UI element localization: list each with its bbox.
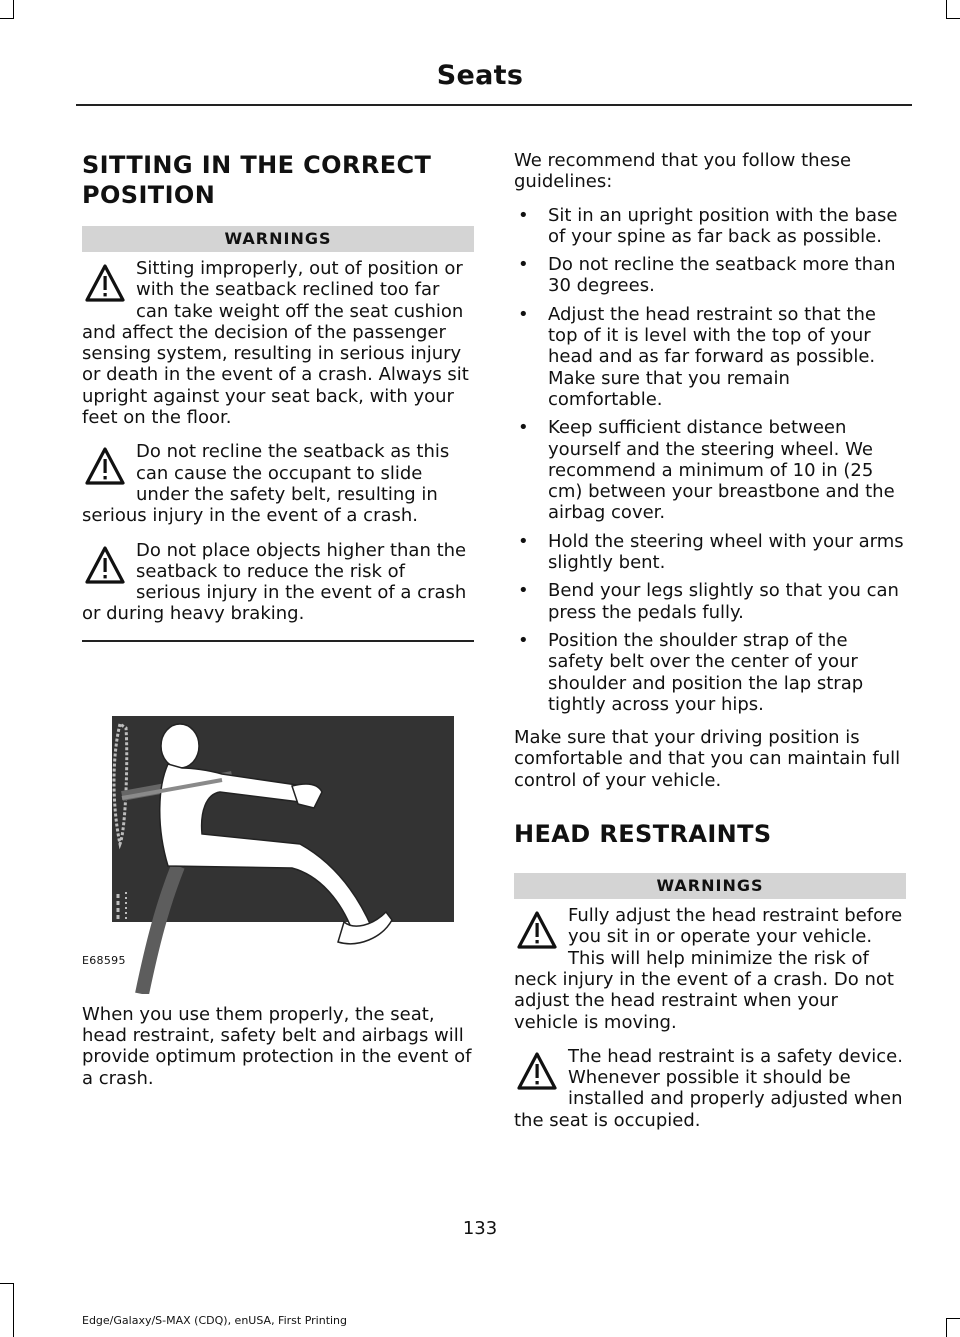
warning-item [514,905,906,1033]
list-item [514,580,906,623]
page-header-title: Seats [436,60,524,91]
bullet: • [518,417,529,439]
warning-triangle-icon [82,441,130,501]
crop-mark [0,18,14,19]
warning-triangle-icon [82,258,130,318]
warning-item [82,441,474,526]
crop-mark [946,0,947,18]
guidelines-list [514,205,906,716]
paragraph-driving-position: Make sure that your driving position is comfortable and that you can maintain full control of your vehicle. [514,727,901,791]
section-title-line-2: POSITION [82,181,216,209]
list-item [514,304,906,410]
page-number: 133 [462,1218,498,1239]
bullet: • [518,629,529,651]
warning-triangle-icon [514,905,562,965]
crop-mark [946,1318,960,1319]
bullet: • [518,254,529,276]
crop-mark [946,1318,947,1337]
section-title-line-1: SITTING IN THE CORRECT [82,151,432,179]
warning-item [82,258,474,428]
guideline-text: Keep sufficient distance between yourself and the steering wheel. We recommend a minimum of 10 in (25 cm) between your breastbone and the airbag cover. [548,417,895,524]
crop-mark [13,1283,14,1337]
warning-text: Do not place objects higher than the seatback to reduce the risk of serious injury in the event of a crash or during heavy braking. [82,539,467,625]
warning-text: Do not recline the seatback as this can cause the occupant to slide under the safety belt, resulting in serious injury in the event of a crash. [82,441,450,527]
crop-mark [13,0,14,18]
guideline-text: Do not recline the seatback more than 30 degrees. [548,254,896,297]
list-item [514,254,906,297]
bullet: • [518,530,529,552]
guideline-text: Sit in an upright position with the base of your spine as far back as possible. [548,204,898,247]
seating-position-illustration [82,716,474,994]
warning-triangle-icon [82,540,130,600]
bullet: • [518,204,529,226]
warning-item [82,540,474,625]
guideline-text: Position the shoulder strap of the safety belt over the center of your shoulder and position the lap strap tightly across your hips. [548,629,864,715]
warnings-end-rule [82,640,474,642]
figure-code: E68595 [82,953,126,967]
warning-text: Fully adjust the head restraint before you sit in or operate your vehicle. This will help minimize the risk of neck injury in the event of a crash. Do not adjust the head restraint when your vehicle is moving. [514,905,903,1033]
driver-seating-diagram [82,716,474,994]
crop-mark [946,18,960,19]
paragraph-protection: When you use them properly, the seat, head restraint, safety belt and airbags will provide optimum protection in the event of a crash. [82,1003,472,1089]
right-column [514,150,906,1144]
header-rule [76,104,912,106]
guideline-text: Hold the steering wheel with your arms slightly bent. [548,530,904,574]
section-title-sitting [82,150,474,210]
crop-mark [0,1283,14,1284]
list-item [514,630,906,715]
bullet: • [518,580,529,602]
warnings-heading: WARNINGS [514,873,906,899]
left-column [82,150,474,1101]
bullet: • [518,303,529,325]
list-item [514,205,906,248]
warning-triangle-icon [514,1046,562,1106]
warning-text: The head restraint is a safety device. Whenever possible it should be installed and properly adjusted when the seat is occupied. [514,1045,903,1131]
section-title-head-restraints: HEAD RESTRAINTS [514,820,772,849]
guideline-text: Bend your legs slightly so that you can press the pedals fully. [548,580,899,623]
warning-item [514,1046,906,1131]
guidelines-intro: We recommend that you follow these guidelines: [514,150,852,193]
footer-edition: Edge/Galaxy/S-MAX (CDQ), enUSA, First Printing [82,1314,348,1327]
list-item [514,531,906,574]
list-item [514,417,906,523]
guideline-text: Adjust the head restraint so that the top of it is level with the top of your head and as far forward as possible. Make sure that you remain comfortable. [548,303,876,410]
warning-text: Sitting improperly, out of position or with the seatback reclined too far can take weight off the seat cushion and affect the decision of the passenger sensing system, resulting in serious injury or death in the event of a crash. Always sit upright against your seat back, with your feet on the floor. [82,258,469,429]
warnings-heading: WARNINGS [82,226,474,252]
